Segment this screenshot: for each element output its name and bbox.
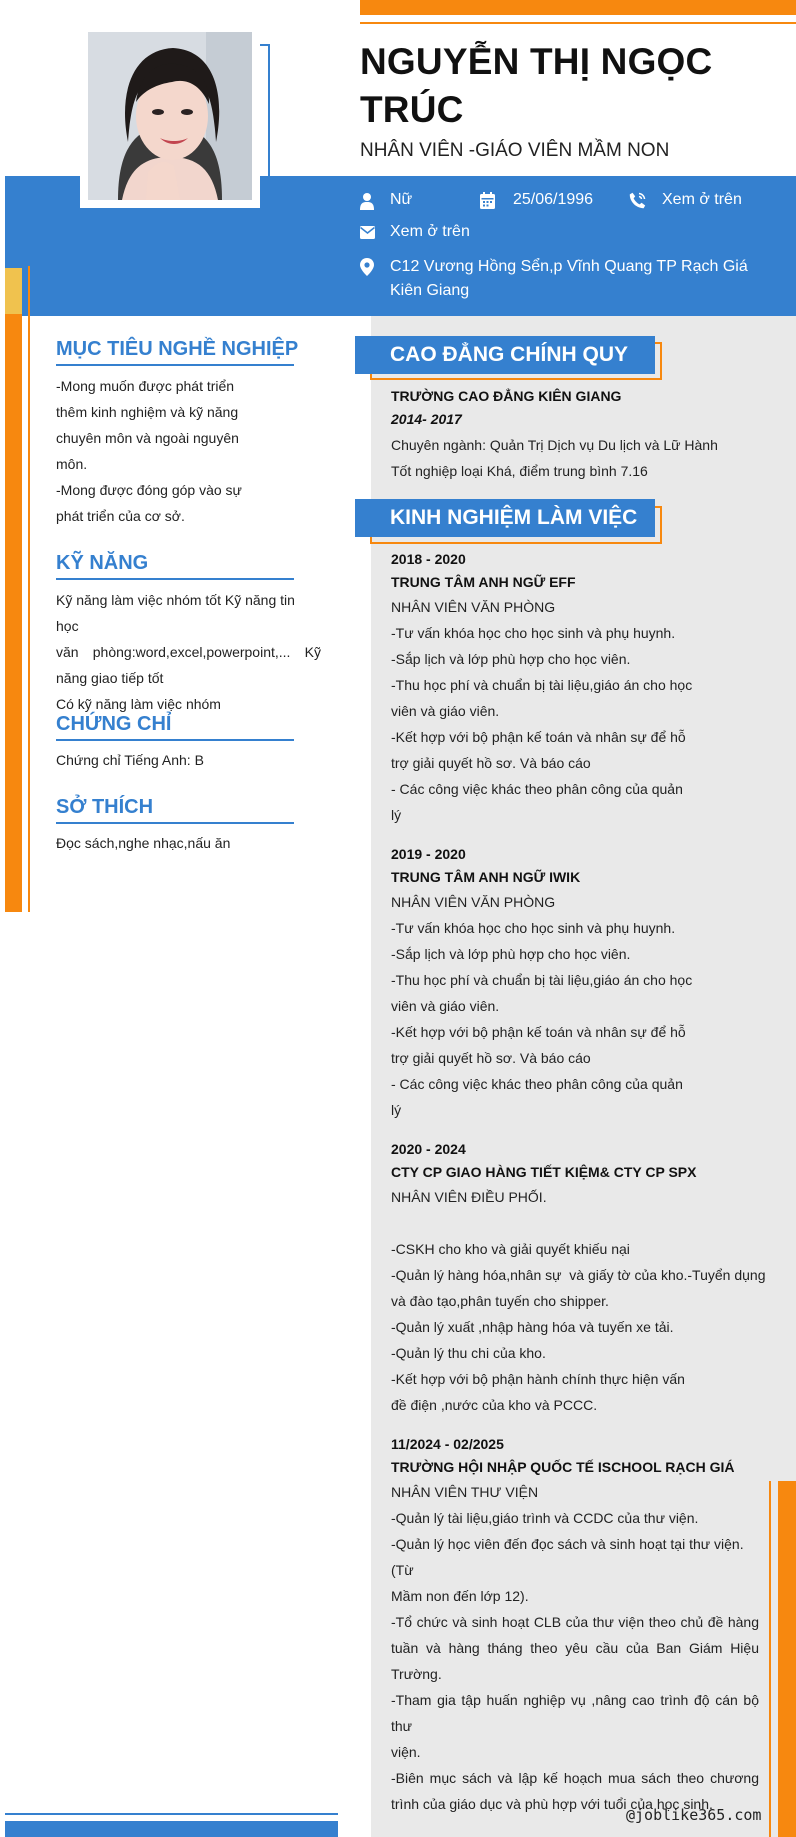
education-years: 2014- 2017 (391, 411, 462, 427)
user-icon (360, 192, 374, 210)
skills-underline (56, 578, 294, 580)
job-position: NHÂN VIÊN THƯ VIỆN (391, 1484, 539, 1500)
skills-line: năng giao tiếp tốt (56, 670, 164, 686)
hobbies-text: Đọc sách,nghe nhạc,nấu ăn (56, 835, 231, 851)
job-line: - Các công việc khác theo phân công của quản (391, 781, 683, 797)
job-line: -Quản lý hàng hóa,nhân sự và giấy tờ của kho.-Tuyển dụng (391, 1267, 766, 1283)
birthday-value: 25/06/1996 (513, 191, 594, 208)
job-company: TRƯỜNG HỘI NHẬP QUỐC TẾ ISCHOOL RẠCH GIÁ (391, 1459, 735, 1475)
skills-heading: KỸ NĂNG (56, 552, 149, 574)
job-line: và đào tạo,phân tuyến cho shipper. (391, 1293, 609, 1309)
left-accent-line (28, 266, 30, 912)
education-grade: Tốt nghiệp loại Khá, điểm trung bình 7.16 (391, 463, 648, 479)
email-info (360, 223, 470, 241)
objective-underline (56, 364, 294, 366)
skills-text (56, 587, 321, 717)
skills-line: Kỹ năng làm việc nhóm tốt Kỹ năng tin học (56, 592, 295, 634)
job-line: viện. (391, 1744, 421, 1760)
job-entry (391, 1138, 781, 1418)
portrait-image (88, 32, 252, 200)
bottom-accent-band (5, 1821, 338, 1837)
experience-heading: KINH NGHIỆM LÀM VIỆC (355, 499, 655, 537)
gender-value: Nữ (390, 191, 413, 208)
job-line: -Thu học phí và chuẩn bị tài liệu,giáo án cho học (391, 677, 693, 693)
objective-line: phát triển của cơ sở. (56, 508, 185, 524)
job-line: -Sắp lịch và lớp phù hợp cho học viên. (391, 651, 631, 667)
gender-info (360, 191, 412, 210)
bottom-accent-line (5, 1813, 338, 1815)
job-line: - Các công việc khác theo phân công của quản (391, 1076, 683, 1092)
education-school: TRƯỜNG CAO ĐẲNG KIÊN GIANG (391, 388, 622, 404)
objective-text (56, 373, 296, 529)
job-line: -CSKH cho kho và giải quyết khiếu nại (391, 1241, 630, 1257)
birthday-info (480, 191, 593, 209)
certificates-underline (56, 739, 294, 741)
job-line: -Sắp lịch và lớp phù hợp cho học viên. (391, 946, 631, 962)
job-period: 2019 - 2020 (391, 846, 466, 862)
job-line: Trường. (391, 1666, 442, 1682)
job-company: TRUNG TÂM ANH NGỮ EFF (391, 574, 576, 590)
hobbies-heading: SỞ THÍCH (56, 796, 154, 818)
job-line: Mầm non đến lớp 12). (391, 1588, 529, 1604)
objective-line: thêm kinh nghiệm và kỹ năng (56, 404, 239, 420)
skills-word: Kỹ (304, 644, 321, 660)
job-line: viên và giáo viên. (391, 703, 500, 719)
objective-line: môn. (56, 456, 88, 472)
calendar-icon (480, 192, 495, 209)
objective-line: -Mong được đóng góp vào sự (56, 482, 242, 498)
candidate-name: NGUYỄN THỊ NGỌC TRÚC (360, 41, 713, 130)
job-entry (391, 843, 781, 1123)
job-line: -Thu học phí và chuẩn bị tài liệu,giáo án cho học (391, 972, 693, 988)
job-line: đề điện ,nước của kho và PCCC. (391, 1397, 598, 1413)
right-accent-line (769, 1481, 771, 1837)
email-value: Xem ở trên (390, 223, 470, 240)
job-line: tuần và hàng tháng theo yêu cầu của Ban Giám Hiệu (391, 1640, 759, 1656)
job-line: -Tư vấn khóa học cho học sinh và phụ huynh. (391, 920, 676, 936)
top-accent-bar (360, 0, 796, 15)
address-value: C12 Vương Hồng Sển,p Vĩnh Quang TP Rạch Giá Kiên Giang (390, 258, 748, 299)
job-line: -Quản lý thu chi của kho. (391, 1345, 546, 1361)
job-line: lý (391, 1102, 402, 1118)
photo-frame (80, 24, 260, 208)
education-heading: CAO ĐẲNG CHÍNH QUY (355, 336, 655, 374)
job-line: trình của giáo dục và phù hợp với tuổi của học sinh. (391, 1796, 713, 1812)
job-line: -Biên mục sách và lập kế hoạch mua sách theo chương (391, 1770, 759, 1786)
job-position: NHÂN VIÊN VĂN PHÒNG (391, 599, 556, 615)
skills-line: Có kỹ năng làm việc nhóm (56, 696, 221, 712)
job-line (391, 1210, 781, 1236)
job-line: -Quản lý tài liệu,giáo trình và CCDC của thư viện. (391, 1510, 699, 1526)
job-line: viên và giáo viên. (391, 998, 500, 1014)
phone-value: Xem ở trên (662, 191, 742, 208)
left-accent-bar (5, 268, 22, 912)
objective-line: chuyên môn và ngoài nguyên (56, 430, 239, 446)
location-pin-icon (360, 258, 374, 276)
education-major: Chuyên ngành: Quản Trị Dịch vụ Du lịch và Lữ Hành (391, 437, 718, 453)
top-accent-line (360, 22, 796, 24)
job-company: TRUNG TÂM ANH NGỮ IWIK (391, 869, 581, 885)
job-company: CTY CP GIAO HÀNG TIẾT KIỆM& CTY CP SPX (391, 1164, 697, 1180)
job-position: NHÂN VIÊN VĂN PHÒNG (391, 894, 556, 910)
address-info (360, 255, 780, 303)
right-accent-bar (778, 1481, 796, 1837)
job-line: lý (391, 807, 402, 823)
job-line: -Tư vấn khóa học cho học sinh và phụ huynh. (391, 625, 676, 641)
job-period: 11/2024 - 02/2025 (391, 1436, 504, 1452)
skills-line (56, 639, 321, 665)
certificates-heading: CHỨNG CHỈ (56, 713, 172, 735)
job-period: 2020 - 2024 (391, 1141, 466, 1157)
job-line: -Kết hợp với bộ phận kế toán và nhân sự để hỗ (391, 729, 686, 745)
objective-heading: MỤC TIÊU NGHỀ NGHIỆP (56, 338, 299, 360)
email-icon (360, 226, 375, 239)
job-period: 2018 - 2020 (391, 551, 466, 567)
avatar (88, 32, 252, 200)
phone-icon (629, 192, 646, 209)
job-line: trợ giải quyết hồ sơ. Và báo cáo (391, 755, 591, 771)
left-accent-highlight (5, 268, 22, 314)
watermark: @joblike365.com (626, 1806, 762, 1824)
job-line: -Tham gia tập huấn nghiệp vụ ,nâng cao trình độ cán bộ thư (391, 1692, 759, 1734)
job-line: trợ giải quyết hồ sơ. Và báo cáo (391, 1050, 591, 1066)
hobbies-underline (56, 822, 294, 824)
job-line: -Tổ chức và sinh hoạt CLB của thư viện theo chủ đề hàng (391, 1614, 759, 1630)
job-entry (391, 548, 781, 828)
job-line: -Kết hợp với bộ phận hành chính thực hiện vấn (391, 1371, 685, 1387)
job-line: -Quản lý học viên đến đọc sách và sinh hoạt tại thư viện.(Từ (391, 1536, 744, 1578)
skills-word: phòng:word,excel,powerpoint,... (92, 644, 291, 660)
certificates-text: Chứng chỉ Tiếng Anh: B (56, 752, 204, 768)
job-position: NHÂN VIÊN ĐIỀU PHỐI. (391, 1189, 547, 1205)
job-entry (391, 1433, 759, 1817)
objective-line: -Mong muốn được phát triển (56, 378, 235, 394)
job-line: -Kết hợp với bộ phận kế toán và nhân sự để hỗ (391, 1024, 686, 1040)
skills-word: văn (56, 644, 79, 660)
phone-info (629, 191, 742, 209)
job-line: -Quản lý xuất ,nhập hàng hóa và tuyến xe tải. (391, 1319, 674, 1335)
job-title: NHÂN VIÊN -GIÁO VIÊN MẦM NON (360, 140, 670, 161)
